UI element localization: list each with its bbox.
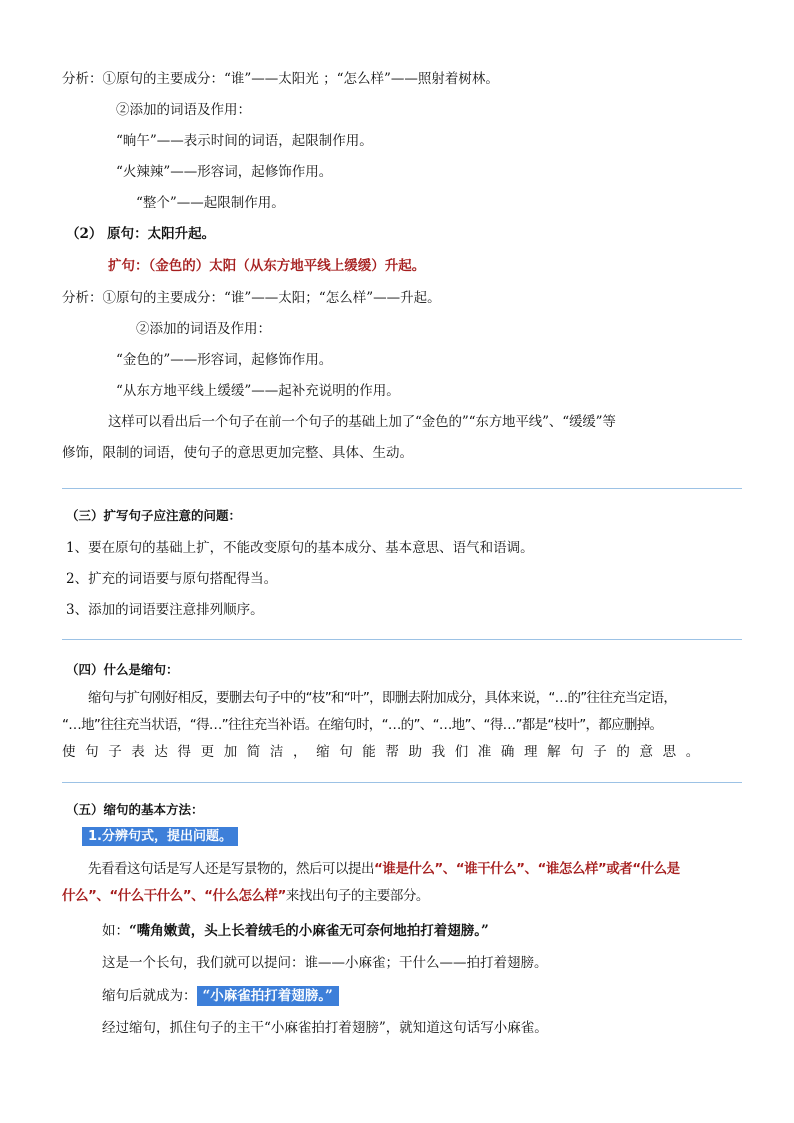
analysis-1-line-1: 分析：①原句的主要成分：“谁”——太阳光 ；“怎么样”——照射着树林。: [62, 71, 499, 87]
example-2-original: （2） 原句：太阳升起。: [66, 226, 216, 242]
example-prefix: 如：: [102, 923, 129, 939]
example-sentence: [102, 921, 489, 941]
analysis-1-line-5: “整个”——起限制作用。: [136, 195, 285, 211]
separator: 、: [524, 861, 538, 877]
section-3-item-3: 3、添加的词语要注意排列顺序。: [66, 602, 264, 618]
method-tail: 来找出句子的主要部分。: [285, 888, 429, 904]
summary-line-2: 修饰，限制的词语，使句子的意思更加完整、具体、生动。: [62, 445, 413, 461]
section-5-title: （五）缩句的基本方法：: [66, 802, 204, 817]
analysis-2-line-3: “金色的”——形容词，起修饰作用。: [116, 352, 333, 368]
or-text: 或者: [606, 861, 633, 877]
step-1-heading: [82, 827, 238, 847]
analysis-1-line-2: ②添加的词语及作用：: [116, 102, 251, 118]
expand-label: 扩句：: [108, 258, 149, 274]
shrink-prefix: 缩句后就成为：: [102, 988, 197, 1004]
question-what-does-what: “什么干什么”: [109, 888, 192, 904]
expand-sentence: （金色的）太阳（从东方地平线上缓缓）升起。: [148, 258, 426, 274]
example-text: “嘴角嫩黄，头上长着绒毛的小麻雀无可奈何地拍打着翅膀。”: [129, 923, 489, 939]
section-divider: [62, 488, 742, 489]
separator: 、: [442, 861, 456, 877]
shrink-result-highlight: “小麻雀拍打着翅膀。”: [197, 986, 339, 1006]
summary-line-1: 这样可以看出后一个句子在前一个句子的基础上加了“金色的”“东方地平线”、“缓缓”等: [108, 414, 616, 430]
method-line-1: [88, 859, 680, 879]
section-4-line-3: 使句子表达得更加简洁，缩句能帮助我们准确理解句子的意思。: [62, 744, 709, 760]
section-divider: [62, 639, 742, 640]
section-3-title: （三）扩写句子应注意的问题：: [66, 508, 242, 523]
shrink-result-line: [102, 986, 339, 1006]
long-sentence-explanation: 这是一个长句，我们就可以提问：谁——小麻雀；干什么——拍打着翅膀。: [102, 955, 548, 971]
method-line-2: [62, 886, 429, 906]
analysis-1-line-4: “火辣辣”——形容词，起修饰作用。: [116, 164, 333, 180]
question-what-is-what-end: 什么”: [62, 888, 97, 904]
question-what-how: “什么怎么样”: [204, 888, 286, 904]
separator: 、: [96, 888, 110, 904]
question-who-does-what: “谁干什么”: [455, 861, 525, 877]
final-explanation: 经过缩句，抓住句子的主干“小麻雀拍打着翅膀”，就知道这句话写小麻雀。: [102, 1020, 548, 1036]
question-who-is-what: “谁是什么”: [374, 861, 443, 877]
section-3-item-1: 1、要在原句的基础上扩，不能改变原句的基本成分、基本意思、语气和语调。: [66, 540, 534, 556]
question-what-is-what: “什么是: [632, 861, 680, 877]
section-4-line-2: “…地”往往充当状语，“得…”往往充当补语。在缩句时，“…的”、“…地”、“得…”都是“枝叶”，都应删掉。: [62, 717, 663, 733]
analysis-2-line-1: 分析：①原句的主要成分：“谁”——太阳；“怎么样”——升起。: [62, 290, 441, 306]
section-4-line-1: 缩句与扩句刚好相反，要删去句子中的“枝”和“叶”，即删去附加成分，具体来说，“…的”往往充当定语，: [88, 690, 677, 706]
section-divider: [62, 782, 742, 783]
question-who-how: “谁怎么样”: [537, 861, 607, 877]
step-1-highlight: 1.分辨句式，提出问题。: [82, 827, 238, 846]
section-3-item-2: 2、扩充的词语要与原句搭配得当。: [66, 571, 278, 587]
analysis-2-line-2: ②添加的词语及作用：: [136, 321, 271, 337]
separator: 、: [191, 888, 205, 904]
analysis-1-line-3: “晌午”——表示时间的词语，起限制作用。: [116, 133, 373, 149]
example-2-expanded: [108, 256, 425, 276]
analysis-2-line-4: “从东方地平线上缓缓”——起补充说明的作用。: [116, 383, 400, 399]
section-4-title: （四）什么是缩句：: [66, 662, 179, 677]
method-text: 先看看这句话是写人还是写景物的，然后可以提出: [88, 861, 374, 877]
